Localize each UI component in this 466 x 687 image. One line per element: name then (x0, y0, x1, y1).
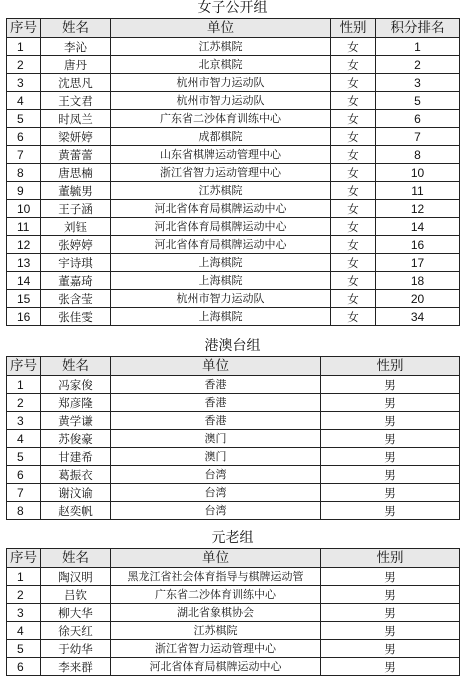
women-cell: 5 (376, 92, 460, 110)
women-cell: 女 (331, 74, 376, 92)
senior-cell: 浙江省智力运动管理中心 (111, 640, 321, 658)
senior-section-title: 元老组 (211, 530, 254, 546)
senior-cell: 柳大华 (41, 604, 111, 622)
women-cell: 王文君 (41, 92, 111, 110)
senior-section (6, 530, 459, 676)
hkmotw-cell: 1 (7, 376, 41, 394)
women-cell: 唐丹 (41, 56, 111, 74)
women-cell: 女 (331, 200, 376, 218)
table-row (7, 38, 460, 56)
hkmotw-cell: 苏俊豪 (41, 430, 111, 448)
senior-cell: 6 (7, 658, 41, 676)
table-row (7, 466, 460, 484)
women-cell: 6 (376, 110, 460, 128)
women-cell: 女 (331, 182, 376, 200)
senior-cell: 男 (321, 640, 460, 658)
senior-cell: 3 (7, 604, 41, 622)
table-row (7, 622, 460, 640)
women-header-cell: 单位 (111, 19, 331, 38)
hkmotw-cell: 台湾 (111, 502, 321, 520)
table-row (7, 254, 460, 272)
table-row (7, 290, 460, 308)
senior-header-cell: 姓名 (41, 549, 111, 568)
women-cell: 16 (7, 308, 41, 326)
hkmotw-cell: 男 (321, 376, 460, 394)
women-cell: 1 (376, 38, 460, 56)
table-row (7, 586, 460, 604)
women-section (6, 0, 459, 326)
table-row (7, 484, 460, 502)
women-cell: 成都棋院 (111, 128, 331, 146)
senior-cell: 男 (321, 586, 460, 604)
senior-cell: 徐天红 (41, 622, 111, 640)
table-row (7, 218, 460, 236)
women-cell: 女 (331, 218, 376, 236)
table-row (7, 182, 460, 200)
women-cell: 20 (376, 290, 460, 308)
women-cell: 女 (331, 236, 376, 254)
table-row (7, 92, 460, 110)
table-row (7, 568, 460, 586)
women-cell: 14 (7, 272, 41, 290)
senior-cell: 广东省二沙体育训练中心 (111, 586, 321, 604)
hkmotw-cell: 6 (7, 466, 41, 484)
senior-cell: 河北省体育局棋牌运动中心 (111, 658, 321, 676)
table-row (7, 200, 460, 218)
hkmotw-cell: 3 (7, 412, 41, 430)
senior-cell: 于幼华 (41, 640, 111, 658)
women-cell: 女 (331, 146, 376, 164)
women-cell: 王子涵 (41, 200, 111, 218)
women-cell: 3 (7, 74, 41, 92)
hkmotw-cell: 男 (321, 412, 460, 430)
women-header-cell: 性别 (331, 19, 376, 38)
hkmotw-cell: 台湾 (111, 484, 321, 502)
senior-header-cell: 序号 (7, 549, 41, 568)
women-table (6, 18, 460, 326)
women-cell: 15 (7, 290, 41, 308)
hkmotw-cell: 郑彦隆 (41, 394, 111, 412)
women-header-cell: 序号 (7, 19, 41, 38)
senior-header-cell: 性别 (321, 549, 460, 568)
senior-cell: 江苏棋院 (111, 622, 321, 640)
women-cell: 河北省体育局棋牌运动中心 (111, 200, 331, 218)
table-row (7, 376, 460, 394)
women-cell: 5 (7, 110, 41, 128)
women-cell: 11 (7, 218, 41, 236)
women-cell: 上海棋院 (111, 308, 331, 326)
hkmotw-cell: 男 (321, 466, 460, 484)
table-row (7, 448, 460, 466)
women-cell: 女 (331, 254, 376, 272)
table-row (7, 394, 460, 412)
women-cell: 7 (376, 128, 460, 146)
senior-cell: 陶汉明 (41, 568, 111, 586)
table-row (7, 110, 460, 128)
hkmotw-cell: 男 (321, 430, 460, 448)
hkmotw-cell: 赵奕帆 (41, 502, 111, 520)
hkmotw-header-cell: 姓名 (41, 357, 111, 376)
women-cell: 16 (376, 236, 460, 254)
women-cell: 13 (7, 254, 41, 272)
women-cell: 张含莹 (41, 290, 111, 308)
women-section-title: 女子公开组 (197, 0, 268, 16)
hkmotw-cell: 台湾 (111, 466, 321, 484)
senior-cell: 男 (321, 568, 460, 586)
table-row (7, 640, 460, 658)
hkmotw-cell: 黄学谦 (41, 412, 111, 430)
women-cell: 董毓男 (41, 182, 111, 200)
women-cell: 河北省体育局棋牌运动中心 (111, 218, 331, 236)
hkmotw-cell: 香港 (111, 412, 321, 430)
women-cell: 黄蕾蕾 (41, 146, 111, 164)
women-cell: 12 (7, 236, 41, 254)
women-cell: 女 (331, 92, 376, 110)
hkmotw-cell: 冯家俊 (41, 376, 111, 394)
hkmotw-cell: 香港 (111, 394, 321, 412)
women-cell: 张佳雯 (41, 308, 111, 326)
women-cell: 杭州市智力运动队 (111, 74, 331, 92)
hkmotw-section (6, 338, 459, 520)
hkmotw-cell: 澳门 (111, 430, 321, 448)
women-cell: 17 (376, 254, 460, 272)
women-cell: 女 (331, 128, 376, 146)
senior-cell: 湖北省象棋协会 (111, 604, 321, 622)
women-cell: 4 (7, 92, 41, 110)
table-row (7, 604, 460, 622)
women-cell: 女 (331, 38, 376, 56)
senior-cell: 5 (7, 640, 41, 658)
women-cell: 张婷婷 (41, 236, 111, 254)
hkmotw-cell: 4 (7, 430, 41, 448)
table-row (7, 658, 460, 676)
women-cell: 34 (376, 308, 460, 326)
women-cell: 2 (376, 56, 460, 74)
senior-cell: 李来群 (41, 658, 111, 676)
hkmotw-cell: 男 (321, 502, 460, 520)
table-row (7, 56, 460, 74)
hkmotw-cell: 葛振衣 (41, 466, 111, 484)
hkmotw-header-cell: 性别 (321, 357, 460, 376)
women-cell: 梁妍婷 (41, 128, 111, 146)
women-cell: 11 (376, 182, 460, 200)
hkmotw-header-cell: 序号 (7, 357, 41, 376)
women-cell: 10 (376, 164, 460, 182)
senior-cell: 男 (321, 622, 460, 640)
women-cell: 浙江省智力运动管理中心 (111, 164, 331, 182)
table-row (7, 164, 460, 182)
table-row (7, 236, 460, 254)
women-cell: 1 (7, 38, 41, 56)
table-row (7, 128, 460, 146)
table-row (7, 146, 460, 164)
hkmotw-cell: 8 (7, 502, 41, 520)
women-cell: 杭州市智力运动队 (111, 290, 331, 308)
women-cell: 3 (376, 74, 460, 92)
senior-cell: 吕钦 (41, 586, 111, 604)
senior-cell: 男 (321, 658, 460, 676)
women-cell: 时凤兰 (41, 110, 111, 128)
women-header-cell: 姓名 (41, 19, 111, 38)
women-cell: 唐思楠 (41, 164, 111, 182)
women-cell: 广东省二沙体育训练中心 (111, 110, 331, 128)
hkmotw-header-cell: 单位 (111, 357, 321, 376)
table-row (7, 74, 460, 92)
women-cell: 董嘉琦 (41, 272, 111, 290)
women-cell: 女 (331, 290, 376, 308)
women-cell: 9 (7, 182, 41, 200)
women-cell: 2 (7, 56, 41, 74)
senior-cell: 2 (7, 586, 41, 604)
hkmotw-cell: 谢汶谕 (41, 484, 111, 502)
women-cell: 刘钰 (41, 218, 111, 236)
women-cell: 山东省棋牌运动管理中心 (111, 146, 331, 164)
hkmotw-cell: 5 (7, 448, 41, 466)
hkmotw-cell: 2 (7, 394, 41, 412)
table-row (7, 308, 460, 326)
table-row (7, 272, 460, 290)
table-row (7, 502, 460, 520)
women-cell: 上海棋院 (111, 272, 331, 290)
women-cell: 宇诗琪 (41, 254, 111, 272)
women-cell: 杭州市智力运动队 (111, 92, 331, 110)
women-cell: 李沁 (41, 38, 111, 56)
senior-header-cell: 单位 (111, 549, 321, 568)
senior-cell: 黑龙江省社会体育指导与棋牌运动管 (111, 568, 321, 586)
women-header-cell: 积分排名 (376, 19, 460, 38)
women-cell: 女 (331, 272, 376, 290)
women-cell: 8 (7, 164, 41, 182)
women-cell: 12 (376, 200, 460, 218)
women-cell: 江苏棋院 (111, 38, 331, 56)
women-cell: 18 (376, 272, 460, 290)
hkmotw-cell: 7 (7, 484, 41, 502)
senior-cell: 4 (7, 622, 41, 640)
women-cell: 北京棋院 (111, 56, 331, 74)
women-cell: 上海棋院 (111, 254, 331, 272)
hkmotw-table (6, 356, 460, 520)
women-cell: 河北省体育局棋牌运动中心 (111, 236, 331, 254)
women-cell: 沈思凡 (41, 74, 111, 92)
women-cell: 7 (7, 146, 41, 164)
women-cell: 女 (331, 164, 376, 182)
women-cell: 10 (7, 200, 41, 218)
table-row (7, 412, 460, 430)
hkmotw-cell: 甘建希 (41, 448, 111, 466)
women-cell: 江苏棋院 (111, 182, 331, 200)
women-cell: 女 (331, 110, 376, 128)
women-cell: 女 (331, 308, 376, 326)
senior-cell: 男 (321, 604, 460, 622)
women-cell: 女 (331, 56, 376, 74)
women-cell: 6 (7, 128, 41, 146)
hkmotw-section-title: 港澳台组 (204, 338, 261, 354)
hkmotw-cell: 男 (321, 394, 460, 412)
hkmotw-cell: 澳门 (111, 448, 321, 466)
women-cell: 8 (376, 146, 460, 164)
hkmotw-cell: 男 (321, 484, 460, 502)
senior-cell: 1 (7, 568, 41, 586)
hkmotw-cell: 香港 (111, 376, 321, 394)
women-cell: 14 (376, 218, 460, 236)
hkmotw-cell: 男 (321, 448, 460, 466)
table-row (7, 430, 460, 448)
senior-table (6, 548, 460, 676)
